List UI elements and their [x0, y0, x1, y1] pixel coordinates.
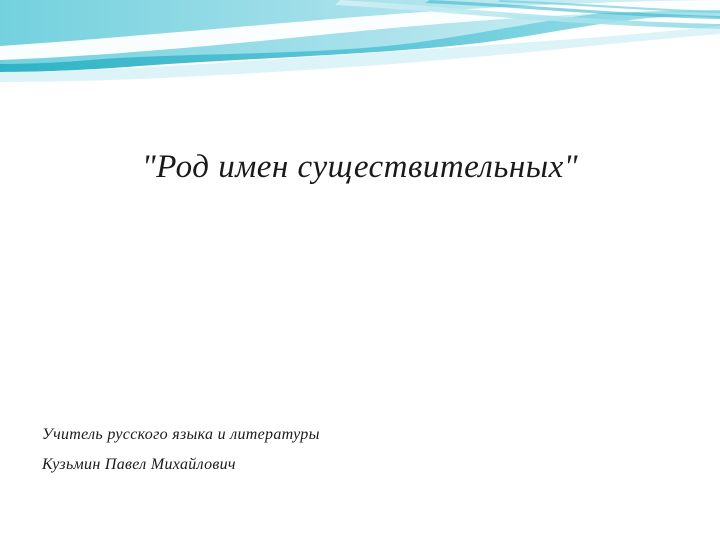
page-title: "Род имен существительных"	[141, 149, 579, 185]
author-block	[42, 420, 662, 481]
author-role: Учитель русского языка и литературы	[42, 426, 320, 443]
author-name: Кузьмин Павел Михайлович	[42, 456, 236, 474]
wave-banner-decoration	[0, 0, 720, 90]
wave-graphic	[0, 0, 720, 90]
title-block	[60, 148, 660, 188]
